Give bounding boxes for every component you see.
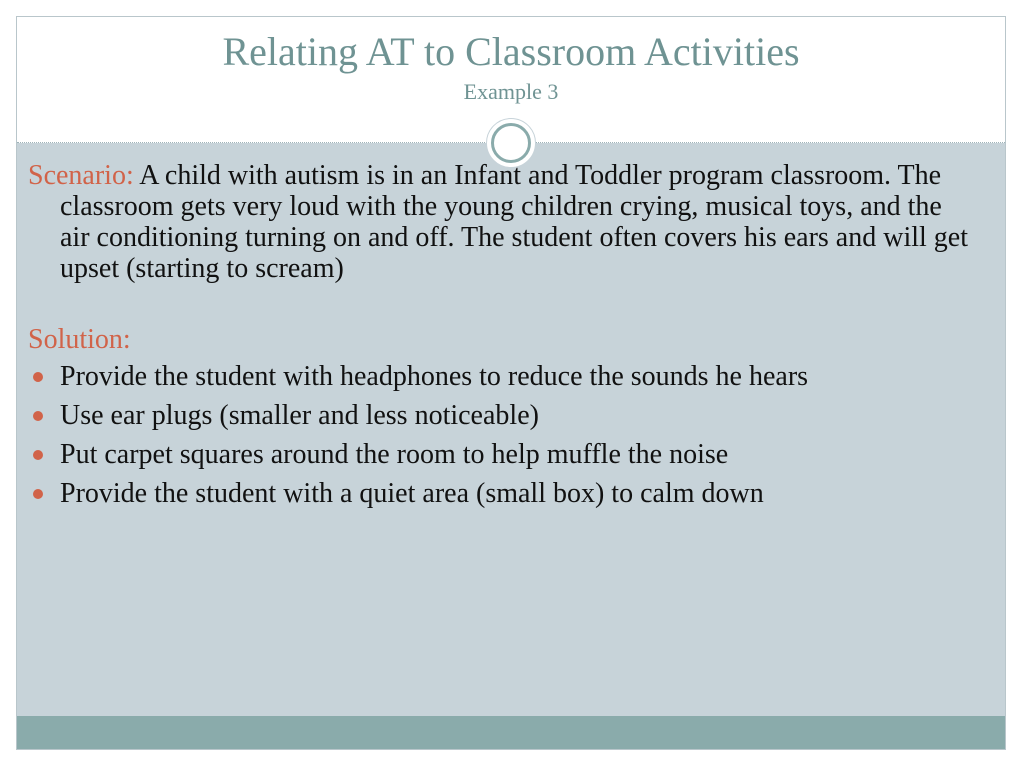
scenario-text: A child with autism is in an Infant and Toddler program classroom. The classroom gets very loud with the young children crying, musical toys, and the air conditioning turning on and off. The student often covers his ears and will get upset (starting to scream) (60, 160, 968, 284)
slide-title: Relating AT to Classroom Activities (222, 29, 800, 74)
solution-list (28, 361, 968, 509)
bullet-dot-icon (33, 489, 43, 499)
list-item-text: Provide the student with headphones to reduce the sounds he hears (60, 361, 809, 392)
list-item (28, 478, 968, 509)
scenario-paragraph (28, 160, 968, 284)
circle-ring-icon (491, 123, 531, 163)
list-item-text: Put carpet squares around the room to help muffle the noise (60, 439, 729, 470)
slide-content (28, 160, 968, 517)
footer-bar (17, 716, 1005, 750)
bullet-dot-icon (33, 450, 43, 460)
list-item (28, 439, 968, 470)
list-item-text: Use ear plugs (smaller and less noticeable) (60, 400, 539, 431)
scenario-label: Scenario: (28, 160, 134, 191)
bullet-dot-icon (33, 372, 43, 382)
list-item (28, 400, 968, 431)
list-item (28, 361, 968, 392)
solution-heading: Solution: (28, 324, 131, 355)
slide-subtitle: Example 3 (463, 79, 559, 104)
list-item-text: Provide the student with a quiet area (small box) to calm down (60, 478, 764, 509)
bullet-dot-icon (33, 411, 43, 421)
